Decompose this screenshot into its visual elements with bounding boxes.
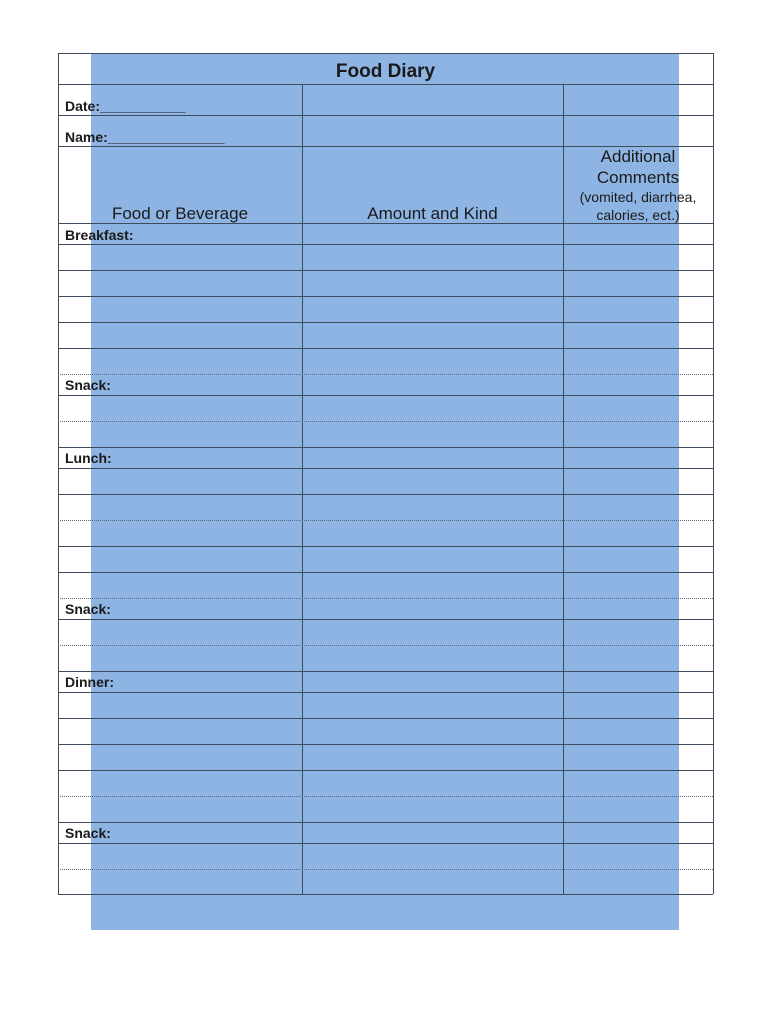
row-line	[58, 244, 713, 245]
row-line	[58, 468, 713, 469]
column-header-comments-note2: calories, ect.)	[596, 207, 680, 223]
column-header-food: Food or Beverage	[111, 204, 249, 223]
row-line	[58, 671, 713, 672]
row-line	[58, 84, 713, 85]
row-line	[58, 744, 713, 745]
row-line	[58, 572, 713, 573]
row-line	[58, 598, 713, 599]
row-line	[58, 645, 713, 646]
row-line	[58, 270, 713, 271]
row-line	[58, 619, 713, 620]
row-line	[58, 115, 713, 116]
row-line	[58, 322, 713, 323]
row-line	[58, 395, 713, 396]
column-header-comments-line1: Additional	[600, 147, 676, 166]
column-divider-2	[563, 84, 564, 894]
column-header-comments-note1: (vomited, diarrhea,	[579, 189, 697, 205]
table-bottom-border	[58, 894, 713, 895]
row-line	[58, 718, 713, 719]
name-field-label: Name:_______________	[65, 129, 225, 145]
food-diary-table	[58, 53, 713, 894]
row-line	[58, 494, 713, 495]
row-line	[58, 843, 713, 844]
row-line	[58, 770, 713, 771]
section-label-dinner: Dinner:	[65, 674, 114, 690]
date-field-label: Date:___________	[65, 98, 186, 114]
table-left-border	[58, 53, 59, 894]
row-line	[58, 374, 713, 375]
row-line	[58, 692, 713, 693]
section-label-snack-3: Snack:	[65, 825, 111, 841]
column-header-comments-line2: Comments	[596, 168, 680, 187]
table-right-border	[713, 53, 714, 894]
row-line	[58, 822, 713, 823]
row-line	[58, 796, 713, 797]
page-title: Food Diary	[335, 61, 436, 82]
section-label-snack-2: Snack:	[65, 601, 111, 617]
row-line	[58, 296, 713, 297]
row-line	[58, 421, 713, 422]
row-line	[58, 546, 713, 547]
table-top-border	[58, 53, 713, 54]
row-line	[58, 869, 713, 870]
section-label-breakfast: Breakfast:	[65, 227, 134, 243]
section-label-lunch: Lunch:	[65, 450, 112, 466]
row-line	[58, 348, 713, 349]
column-header-amount: Amount and Kind	[367, 204, 498, 223]
row-line	[58, 520, 713, 521]
section-label-snack-1: Snack:	[65, 377, 111, 393]
row-line	[58, 447, 713, 448]
